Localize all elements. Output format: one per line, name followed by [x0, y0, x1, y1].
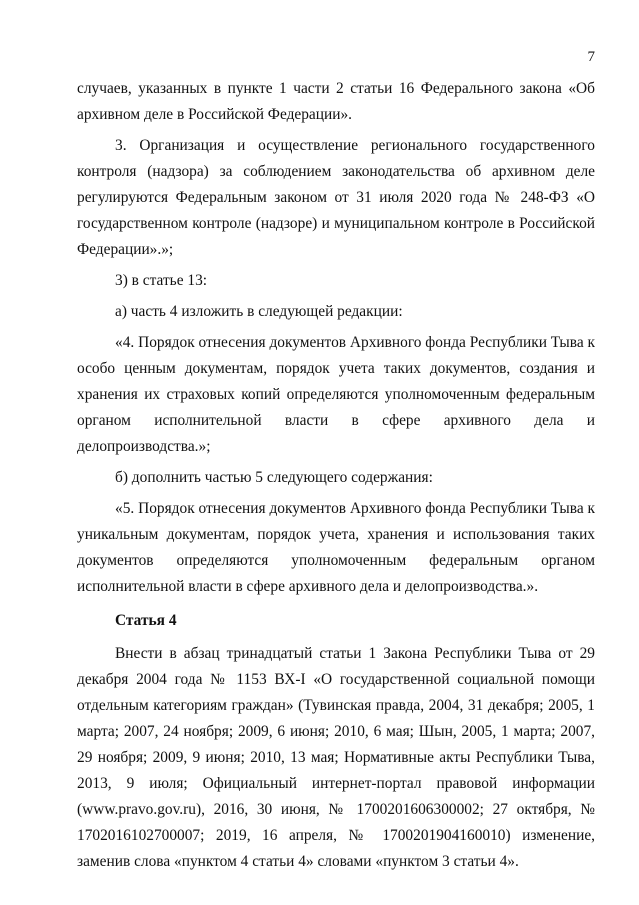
paragraph-part-4-text: «4. Порядок отнесения документов Архивного фонда Республики Тыва к особо ценным документам, порядок учета таких документов, создания и хранения их страховых копий определяются уполномоченным федеральным органом исполнительной власти в сфере архивного дела и делопроизводства.»; — [77, 334, 595, 455]
paragraph-continuation: случаев, указанных в пункте 1 части 2 статьи 16 Федерального закона «Об архивном деле в Российской Федерации». — [77, 80, 595, 123]
paragraph-part-5-intro: б) дополнить частью 5 следующего содержания: — [115, 469, 433, 486]
paragraph-item-3-control: 3. Организация и осуществление регионального государственного контроля (надзора) за соблюдением законодательства об архивном деле регулируются Федеральным законом от 31 июля 2020 года № 248-ФЗ «О государственном контроле (надзоре) и муниципальном контроле в Российской Федерации».»; — [77, 137, 595, 258]
paragraph-part-5-text: «5. Порядок отнесения документов Архивного фонда Республики Тыва к уникальным документам, порядок учета, хранения и использования таких документов определяются уполномоченным федеральным органом исполнительной власти в сфере архивного дела и делопроизводства.». — [77, 500, 595, 595]
paragraph-article-13: 3) в статье 13: — [115, 272, 208, 289]
page-number: 7 — [587, 49, 595, 65]
article-title: Статья 4 — [115, 612, 177, 629]
paragraph-article-4-text: Внести в абзац тринадцатый статьи 1 Закона Республики Тыва от 29 декабря 2004 года № 1153 ВХ-I «О государственной социальной помощи отдельным категориям граждан» (Тувинская правда, 2004, 31 декабря; 2005, 1 марта; 2007, 24 ноября; 2009, 6 июня; 2010, 6 мая; Шын, 2005, 1 марта; 2007, 29 ноября; 2009, 9 июня; 2010, 13 мая; Нормативные акты Республики Тыва, 2013, 9 июля; Официальный интернет-портал правовой информации (www.pravo.gov.ru), 2016, 30 июня, № 1700201606300002; 27 октября, № 1702016102700007; 2019, 16 апреля, № 1700201904160010) изменение, заменив слова «пунктом 4 статьи 4» словами «пунктом 3 статьи 4». — [77, 645, 595, 870]
paragraph-part-4-intro: а) часть 4 изложить в следующей редакции: — [115, 303, 403, 320]
document-body — [77, 76, 595, 880]
